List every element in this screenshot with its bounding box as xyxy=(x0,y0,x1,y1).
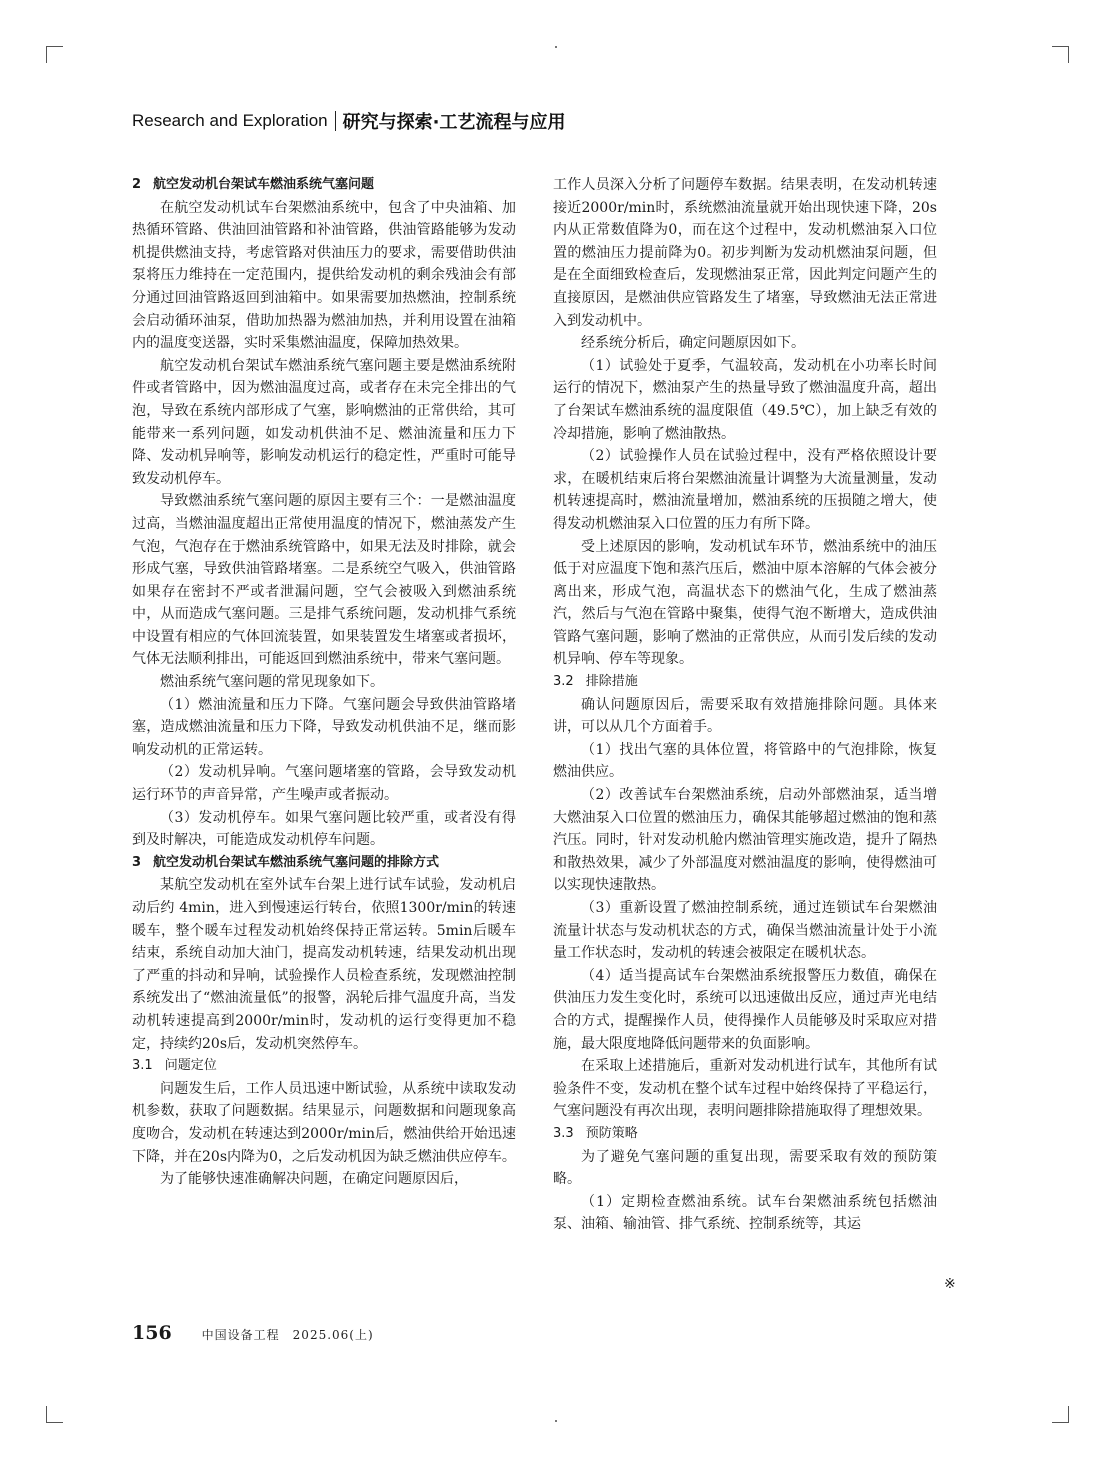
paragraph: 导致燃油系统气塞问题的原因主要有三个：一是燃油温度过高，当燃油温度超出正常使用温度的情况下，燃油蒸发产生气泡，气泡存在于燃油系统管路中，如果无法及时排除，就会形成气塞，导致供油管路堵塞。二是系统空气吸入，供油管路如果存在密封不严或者泄漏问题，空气会被吸入到燃油系统中，从而造成气塞问题。三是排气系统问题，发动机排气系统中设置有相应的气体回流装置，如果装置发生堵塞或者损坏，气体无法顺利排出，可能返回到燃油系统中，带来气塞问题。 xyxy=(132,493,516,668)
paragraph: （1）试验处于夏季，气温较高，发动机在小功率长时间运行的情况下，燃油泵产生的热量导致了燃油温度升高，超出了台架试车燃油系统的温度限值（49.5℃），加上缺乏有效的冷却措施，影响了燃油散热。 xyxy=(553,357,937,442)
paragraph: （1）燃油流量和压力下降。气塞问题会导致供油管路堵塞，造成燃油流量和压力下降，导致发动机供油不足，继而影响发动机的正常运转。 xyxy=(132,696,516,758)
running-header xyxy=(132,108,565,134)
subsection-number: 3.3 xyxy=(553,1125,574,1141)
registration-dot-bottom xyxy=(555,1420,557,1422)
header-chinese: 研究与探索·工艺流程与应用 xyxy=(342,112,566,133)
subsection-title: 排除措施 xyxy=(585,674,638,690)
paragraph: 经系统分析后，确定问题原因如下。 xyxy=(581,335,805,352)
subsection-3-2-heading xyxy=(553,671,937,694)
subsection-number: 3.1 xyxy=(132,1058,153,1074)
subsection-3-1-heading xyxy=(132,1055,516,1078)
subsection-title: 问题定位 xyxy=(164,1058,217,1074)
paragraph: 受上述原因的影响，发动机试车环节，燃油系统中的油压低于对应温度下饱和蒸汽压后，燃油中原本溶解的气体会被分离出来，形成气泡，高温状态下的燃油气化，生成了燃油蒸汽，然后与气泡在管路中聚集，使得气泡不断增大，造成供油管路气塞问题，影响了燃油的正常供应，从而引发后续的发动机异响、停车等现象。 xyxy=(553,538,937,668)
subsection-3-3-heading xyxy=(553,1123,937,1146)
section-title: 航空发动机台架试车燃油系统气塞问题 xyxy=(153,177,375,192)
left-column xyxy=(132,174,516,1191)
subsection-number: 3.2 xyxy=(553,674,574,690)
paragraph: （1）定期检查燃油系统。试车台架燃油系统包括燃油泵、油箱、输油管、排气系统、控制系统等，其运 xyxy=(553,1193,937,1233)
paragraph: （2）发动机异响。气塞问题堵塞的管路，会导致发动机运行环节的声音异常，产生噪声或者振动。 xyxy=(132,764,516,804)
page-number: 156 xyxy=(132,1322,172,1344)
subsection-title: 预防策略 xyxy=(585,1125,638,1141)
paragraph: 航空发动机台架试车燃油系统气塞问题主要是燃油系统附件或者管路中，因为燃油温度过高，或者存在未完全排出的气泡，导致在系统内部形成了气塞，影响燃油的正常供给，其可能带来一系列问题，如发动机供油不足、燃油流量和压力下降、发动机异响等，影响发动机运行的稳定性，严重时可能导致发动机停车。 xyxy=(132,357,516,487)
header-divider xyxy=(335,111,336,131)
section-number: 2 xyxy=(132,177,142,192)
crop-mark-bottom-left xyxy=(46,1406,63,1423)
paragraph: 确认问题原因后，需要采取有效措施排除问题。具体来讲，可以从几个方面着手。 xyxy=(553,696,937,736)
section-number: 3 xyxy=(132,854,142,870)
registration-dot-top xyxy=(555,46,557,48)
section-3-heading xyxy=(132,852,516,875)
paragraph: 问题发生后，工作人员迅速中断试验，从系统中读取发动机参数，获取了问题数据。结果显示，问题数据和问题现象高度吻合，发动机在转速达到2000r/min后，燃油供给开始迅速下降，并在20s内降为0，之后发动机因为缺乏燃油供应停车。 xyxy=(132,1080,516,1165)
page-footer xyxy=(132,1322,374,1344)
paragraph: 在航空发动机试车台架燃油系统中，包含了中央油箱、加热循环管路、供油回油管路和补油管路，供油管路能够为发动机提供燃油支持，考虑管路对供油压力的要求，需要借助供油泵将压力维持在一定范围内，提供给发动机的剩余残油会有部分通过回油管路返回到油箱中。如果需要加热燃油，控制系统会启动循环油泵，借助加热器为燃油加热，并利用设置在油箱内的温度变送器，实时采集燃油温度，保障加热效果。 xyxy=(132,199,516,352)
paragraph: （1）找出气塞的具体位置，将管路中的气泡排除，恢复燃油供应。 xyxy=(553,741,937,781)
paragraph: 工作人员深入分析了问题停车数据。结果表明，在发动机转速接近2000r/min时，系统燃油流量就开始出现快速下降，20s内从正常数值降为0，而在这个过程中，发动机燃油泵入口位置的燃油压力提前降为0。初步判断为发动机燃油泵问题，但是在全面细致检查后，发现燃油泵正常，因此判定问题产生的直接原因，是燃油供应管路发生了堵塞，导致燃油无法正常进入到发动机中。 xyxy=(553,177,937,329)
paragraph: （3）发动机停车。如果气塞问题比较严重，或者没有得到及时解决，可能造成发动机停车问题。 xyxy=(132,809,516,849)
continued-mark: ※ xyxy=(944,1276,956,1292)
paragraph: （3）重新设置了燃油控制系统，通过连锁试车台架燃油流量计状态与发动机状态的方式，确保当燃油流量计处于小流量工作状态时，发动机的转速会被限定在暖机状态。 xyxy=(553,900,937,962)
right-column xyxy=(553,174,937,1236)
paragraph: 某航空发动机在室外试车台架上进行试车试验，发动机启动后约 4min，进入到慢速运行转台，依照1300r/min的转速暖车，整个暖车过程发动机始终保持正常运转。5min后暖车结束，系统自动加大油门，提高发动机转速，结果发动机出现了严重的抖动和异响，试验操作人员检查系统，发现燃油控制系统发出了“燃油流量低”的报警，涡轮后排气温度升高，当发动机转速提高到2000r/min时，发动机的运行变得更加不稳定，持续约20s后，发动机突然停车。 xyxy=(132,877,516,1052)
journal-name: 中国设备工程 2025.06(上) xyxy=(201,1328,374,1342)
paragraph: 为了避免气塞问题的重复出现，需要采取有效的预防策略。 xyxy=(553,1148,937,1188)
crop-mark-bottom-right xyxy=(1052,1406,1069,1423)
header-english: Research and Exploration xyxy=(132,111,328,130)
paragraph: （2）试验操作人员在试验过程中，没有严格依照设计要求，在暖机结束后将台架燃油流量计调整为大流量测量，发动机转速提高时，燃油流量增加，燃油系统的压损随之增大，使得发动机燃油泵入口位置的压力有所下降。 xyxy=(553,448,937,532)
section-title: 航空发动机台架试车燃油系统气塞问题的排除方式 xyxy=(153,854,440,870)
paragraph: 在采取上述措施后，重新对发动机进行试车，其他所有试验条件不变，发动机在整个试车过程中始终保持了平稳运行，气塞问题没有再次出现，表明问题排除措施取得了理想效果。 xyxy=(553,1058,937,1120)
paragraph: 为了能够快速准确解决问题，在确定问题原因后， xyxy=(160,1171,468,1188)
crop-mark-top-right xyxy=(1052,46,1069,63)
crop-mark-top-left xyxy=(46,46,63,63)
paragraph: （4）适当提高试车台架燃油系统报警压力数值，确保在供油压力发生变化时，系统可以迅速做出反应，通过声光电结合的方式，提醒操作人员，使得操作人员能够及时采取应对措施，最大限度地降低问题带来的负面影响。 xyxy=(553,967,937,1052)
paragraph: （2）改善试车台架燃油系统，启动外部燃油泵，适当增大燃油泵入口位置的燃油压力，确保其能够超过燃油的饱和蒸汽压。同时，针对发动机舱内燃油管理实施改造，提升了隔热和散热效果，减少了外部温度对燃油温度的影响，使得燃油可以实现快速散热。 xyxy=(553,787,937,894)
section-2-heading xyxy=(132,174,516,197)
paragraph: 燃油系统气塞问题的常见现象如下。 xyxy=(160,674,384,691)
